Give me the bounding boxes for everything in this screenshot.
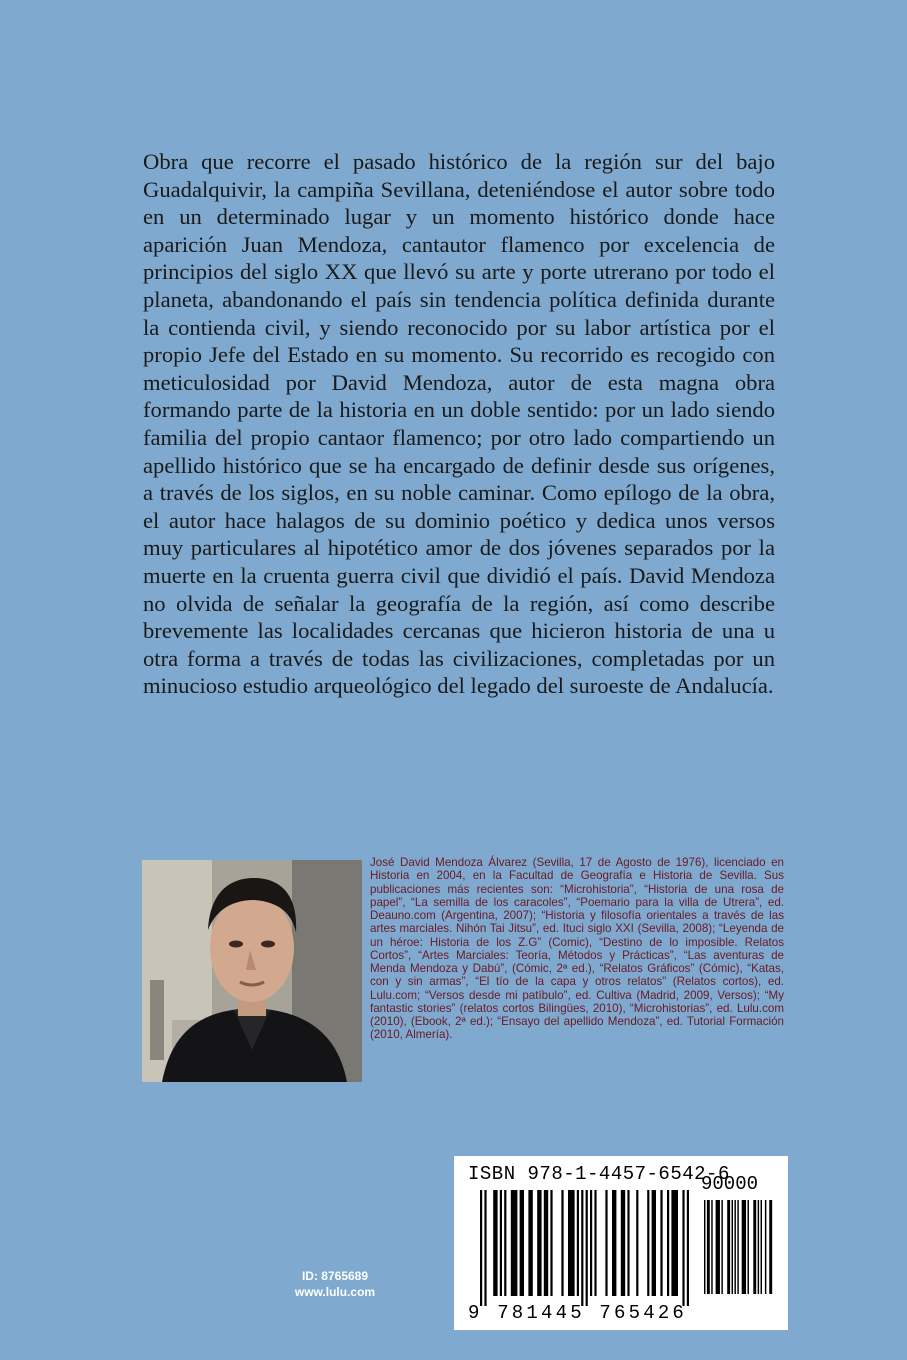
barcode-bar bbox=[711, 1200, 712, 1294]
barcode-bar bbox=[727, 1200, 730, 1294]
barcode-bar bbox=[586, 1190, 588, 1306]
barcode-bar bbox=[537, 1190, 541, 1296]
barcode-bar bbox=[480, 1190, 482, 1306]
barcode-bar bbox=[605, 1190, 607, 1296]
barcode-bar bbox=[704, 1200, 705, 1294]
ean-digits: 9 781445 765426 bbox=[468, 1302, 688, 1324]
barcode-bar bbox=[612, 1190, 616, 1296]
author-biography: José David Mendoza Álvarez (Sevilla, 17 de Agosto de 1976), licenciado en Historia en 2004, en la Facultad de Geografía e Historia de Sevilla. Sus publicaciones más recientes son: “Microhistoria”, “Historia de una rosa de papel”, “La semilla de los caracoles”, “Poemario para la villa de Utrera”, ed. Deauno.com (Argentina, 2007); “Historia y filosofía orientales a través de las artes marciales. Nihón Tai Jitsu”, ed. Ituci siglo XXI (Sevilla, 2008); “Leyenda de un héroe: Historia de los Z.G” (Comic), “Destino de lo imposible. Relatos Cortos”, “Artes Marciales: Teoría, Métodos y Prácticas”, “Las aventuras de Menda Mendoza y Dabú”, (Cómic, 2ª ed.), “Relatos Gráficos” (Cómic), “Katas, con y sin armas”, “El tío de la capa y otros relatos” (Relatos cortos), ed. Lulu.com; “Versos desde mi patíbulo”, ed. Cultiva (Madrid, 2009, Versos); “My fantastic stories” (relatos cortos Bilingües, 2010), “Microhistorias”, ed. Lulu.com (2010), (Ebook, 2ª ed.); “Ensayo del apellido Mendoza”, ed. Tutorial Formación (2010, Almería). bbox=[370, 856, 784, 1042]
barcode-bar bbox=[765, 1200, 766, 1294]
barcode-bar bbox=[621, 1190, 625, 1296]
barcode-bar bbox=[544, 1190, 548, 1296]
isbn-barcode bbox=[454, 1156, 788, 1330]
publisher-info bbox=[280, 1268, 390, 1300]
barcode-bar bbox=[687, 1190, 689, 1306]
barcode-bar bbox=[594, 1190, 596, 1296]
barcode-bar bbox=[667, 1190, 669, 1296]
barcode-bar bbox=[647, 1190, 649, 1296]
barcode-bar bbox=[660, 1190, 662, 1296]
barcode-bar bbox=[484, 1190, 486, 1306]
isbn-label: ISBN 978-1-4457-6542-6 bbox=[468, 1163, 730, 1185]
barcode-bar bbox=[550, 1190, 552, 1296]
barcode-bar bbox=[761, 1200, 762, 1294]
barcode-bar bbox=[561, 1190, 563, 1296]
author-photo bbox=[142, 860, 362, 1082]
barcode-bar bbox=[758, 1200, 759, 1294]
barcode-bar bbox=[721, 1200, 722, 1294]
barcode-bar bbox=[742, 1200, 746, 1294]
barcode-bar bbox=[590, 1190, 592, 1296]
barcode-bar bbox=[568, 1190, 575, 1296]
barcode-bar bbox=[528, 1190, 532, 1296]
barcode-bar bbox=[511, 1190, 518, 1296]
author-portrait-image bbox=[142, 860, 362, 1082]
barcode-bar bbox=[671, 1190, 678, 1296]
barcode-bar bbox=[732, 1200, 733, 1294]
publisher-id: ID: 8765689 bbox=[301, 1269, 369, 1283]
barcode-bar bbox=[652, 1190, 656, 1296]
ean-barcode-bars bbox=[480, 1190, 692, 1306]
publisher-url: www.lulu.com bbox=[294, 1285, 376, 1299]
barcode-bar bbox=[627, 1190, 629, 1296]
barcode-bar bbox=[577, 1190, 579, 1296]
barcode-bar bbox=[636, 1190, 638, 1296]
barcode-bar bbox=[504, 1190, 506, 1296]
barcode-bar bbox=[493, 1190, 497, 1296]
barcode-bar bbox=[682, 1190, 684, 1306]
barcode-bar bbox=[737, 1200, 738, 1294]
barcode-bar bbox=[500, 1190, 502, 1296]
barcode-bar bbox=[734, 1200, 735, 1294]
addon-barcode-bars bbox=[704, 1200, 774, 1304]
price-code: 90000 bbox=[701, 1173, 759, 1195]
barcode-bar bbox=[748, 1200, 749, 1294]
barcode-bar bbox=[581, 1190, 583, 1306]
barcode-bar bbox=[716, 1200, 720, 1294]
barcode-bar bbox=[707, 1200, 710, 1294]
barcode-bar bbox=[753, 1200, 756, 1294]
book-description: Obra que recorre el pasado histórico de la región sur del bajo Guadalquivir, la campiña Sevillana, deteniéndose el autor sobre todo en un determinado lugar y un momento histórico donde hace aparición Juan Mendoza, cantautor flamenco por excelencia de principios del siglo XX que llevó su arte y porte utrerano por todo el planeta, abandonando el país sin tendencia política definida durante la contienda civil, y siendo reconocido por su labor artística por el propio Jefe del Estado en su momento. Su recorrido es recogido con meticulosidad por David Mendoza, autor de esta magna obra formando parte de la historia en un doble sentido: por un lado siendo familia del propio cantaor flamenco; por otro lado compartiendo un apellido histórico que se ha encargado de definir desde sus orígenes, a través de los siglos, en su noble caminar. Como epílogo de la obra, el autor hace halagos de su dominio poético y dedica unos versos muy particulares al hipotético amor de dos jóvenes separados por la muerte en la cruenta guerra civil que dividió el país. David Mendoza no olvida de señalar la geografía de la región, así como describe brevemente las localidades cercanas que hicieron historia de una u otra forma a través de todas las civilizaciones, completadas por un minucioso estudio arqueológico del legado del suroeste de Andalucía. bbox=[143, 149, 775, 699]
barcode-bar bbox=[520, 1190, 524, 1296]
barcode-bar bbox=[769, 1200, 772, 1294]
